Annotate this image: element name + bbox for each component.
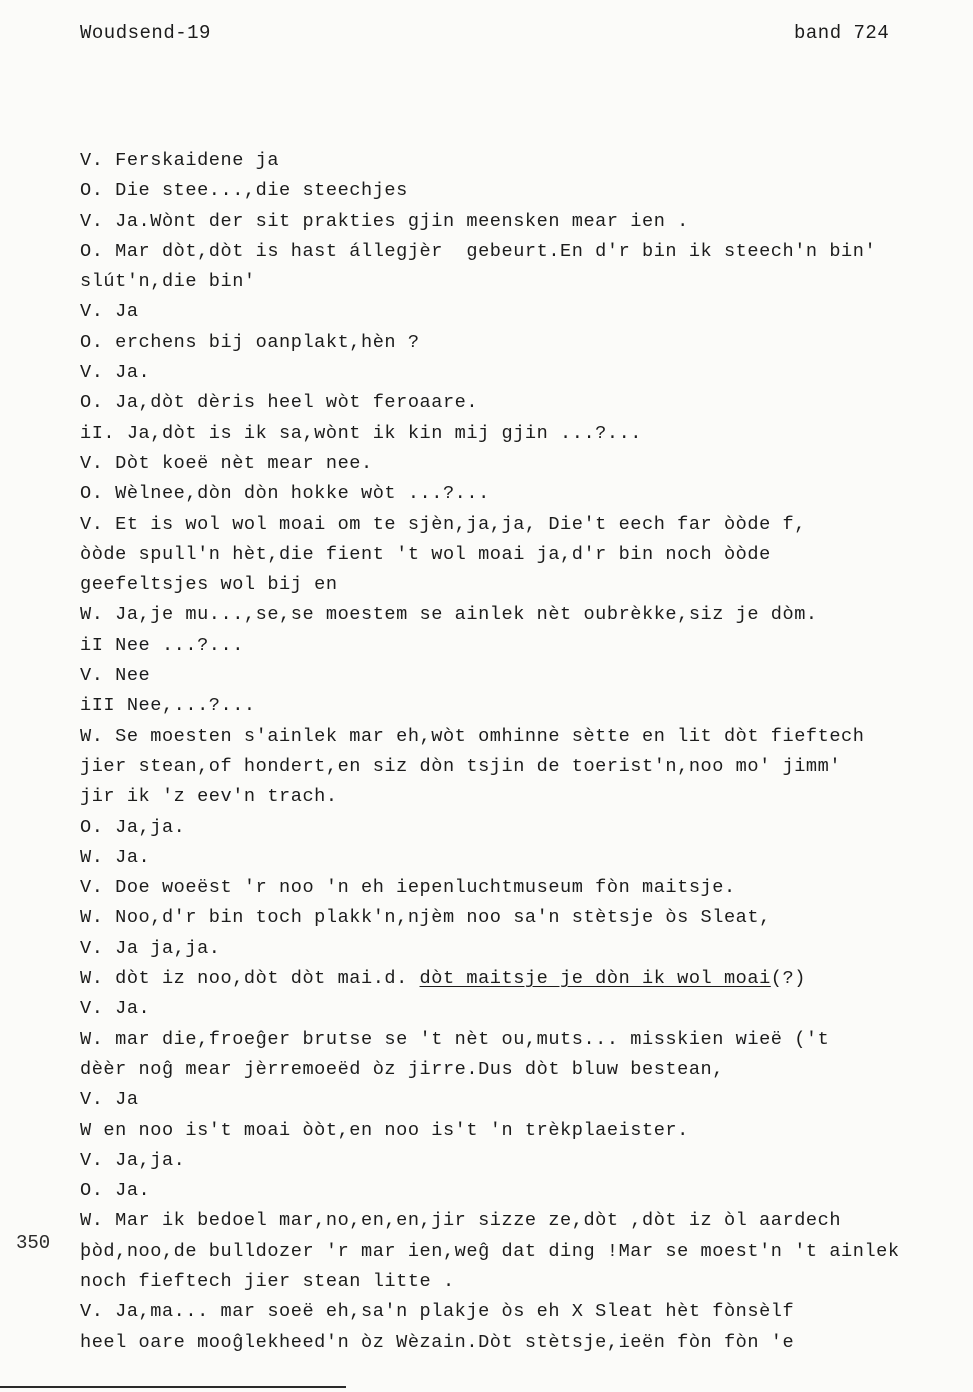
transcript-line <box>80 570 950 600</box>
transcript-body <box>80 146 950 1358</box>
transcript-line <box>80 1116 950 1146</box>
line-text: V. Ja <box>80 301 139 323</box>
line-text: V. Nee <box>80 665 151 687</box>
line-text: W. mar die,froeĝer brutse se 't nèt ou,muts... misskien wieë ('t <box>80 1028 830 1050</box>
line-text: iI Nee ...?... <box>80 634 244 656</box>
transcript-line <box>80 1267 950 1297</box>
line-text: O. erchens bij oanplakt,hèn ? <box>80 331 420 353</box>
line-suffix: (?) <box>770 968 806 990</box>
line-text: V. Ferskaidene ja <box>80 150 280 171</box>
transcript-line <box>80 752 950 782</box>
transcript-line <box>80 1237 950 1267</box>
transcript-line <box>80 510 950 540</box>
transcript-line <box>80 1146 950 1176</box>
line-text: O. Ja,ja. <box>80 816 186 838</box>
footer-rule <box>0 1386 346 1388</box>
line-text: V. Ja,ja. <box>80 1149 186 1171</box>
line-text: slút'n,die bin' <box>80 271 256 293</box>
transcript-line <box>80 540 950 570</box>
line-text: V. Doe woeëst 'r noo 'n eh iepenluchtmuseum fòn maitsje. <box>80 877 736 899</box>
transcript-line <box>80 328 950 358</box>
transcript-line <box>80 176 950 206</box>
transcript-line <box>80 1297 950 1327</box>
line-text: heel oare mooĝlekheed'n òz Wèzain.Dòt stètsje,ieën fòn fòn 'e <box>80 1331 795 1353</box>
underlined-phrase: dòt maitsje je dòn ik wol moai <box>419 968 771 990</box>
transcript-line <box>80 903 950 933</box>
transcript-line <box>80 934 950 964</box>
line-text: W. Se moesten s'ainlek mar eh,wòt omhinne sètte en lit dòt fieftech <box>80 725 865 747</box>
line-text: O. Ja. <box>80 1180 151 1202</box>
transcript-line <box>80 1206 950 1236</box>
transcript-line <box>80 1025 950 1055</box>
line-text: W. dòt iz noo,dòt dòt mai.d. <box>80 968 420 990</box>
line-text: iII Nee,...?... <box>80 695 256 717</box>
transcript-line <box>80 1176 950 1206</box>
transcript-line <box>80 600 950 630</box>
line-text: V. Ja. <box>80 998 151 1020</box>
line-text: W. Ja. <box>80 846 151 868</box>
transcript-line <box>80 358 950 388</box>
line-text: V. Ja,ma... mar soeë eh,sa'n plakje òs eh X Sleat hèt fònsèlf <box>80 1301 795 1323</box>
transcript-line <box>80 1055 950 1085</box>
margin-number: 350 <box>16 1232 51 1254</box>
line-text: noch fieftech jier stean litte . <box>80 1270 455 1292</box>
transcript-line <box>80 843 950 873</box>
line-text: òòde spull'n hèt,die fient 't wol moai ja,d'r bin noch òòde <box>80 543 771 565</box>
transcript-line <box>80 388 950 418</box>
header-location: Woudsend-19 <box>80 22 211 44</box>
transcript-line <box>80 237 950 267</box>
transcript-line <box>80 297 950 327</box>
transcript-line <box>80 449 950 479</box>
line-text: V. Ja ja,ja. <box>80 937 221 959</box>
line-text: O. Wèlnee,dòn dòn hokke wòt ...?... <box>80 483 490 505</box>
transcript-line <box>80 419 950 449</box>
transcript-line <box>80 631 950 661</box>
transcript-line <box>80 1328 950 1358</box>
line-text: O. Die stee...,die steechjes <box>80 180 408 202</box>
line-text: V. Dòt koeë nèt mear nee. <box>80 452 373 474</box>
line-text: V. Ja. <box>80 362 151 384</box>
line-text: V. Ja.Wònt der sit prakties gjin meensken mear ien . <box>80 210 689 232</box>
transcript-line <box>80 964 950 994</box>
line-text: W. Mar ik bedoel mar,no,en,en,jir sizze ze,dòt ,dòt iz òl aardech <box>80 1210 842 1232</box>
transcript-line <box>80 267 950 297</box>
line-text: geefeltsjes wol bij en <box>80 574 338 596</box>
transcript-line <box>80 661 950 691</box>
transcript-line <box>80 873 950 903</box>
line-text: W. Ja,je mu...,se,se moestem se ainlek nèt oubrèkke,siz je dòm. <box>80 604 818 626</box>
line-text: V. Ja <box>80 1089 139 1111</box>
transcript-line <box>80 479 950 509</box>
transcript-line <box>80 722 950 752</box>
transcript-line <box>80 994 950 1024</box>
line-text: jir ik 'z eev'n trach. <box>80 786 338 808</box>
line-text: O. Ja,dòt dèris heel wòt feroaare. <box>80 392 479 414</box>
transcript-line <box>80 1085 950 1115</box>
transcript-line <box>80 207 950 237</box>
line-text: W. Noo,d'r bin toch plakk'n,njèm noo sa'n stètsje òs Sleat, <box>80 907 771 929</box>
transcript-line <box>80 813 950 843</box>
transcript-line <box>80 146 950 176</box>
header-tape-number: band 724 <box>794 22 890 44</box>
line-text: O. Mar dòt,dòt is hast állegjèr gebeurt.En d'r bin ik steech'n bin' <box>80 240 877 262</box>
transcript-line <box>80 782 950 812</box>
line-text: V. Et is wol wol moai om te sjèn,ja,ja, Die't eech far òòde f, <box>80 513 806 535</box>
line-text: dèèr noĝ mear jèrremoeëd òz jirre.Dus dòt bluw bestean, <box>80 1058 724 1080</box>
transcript-line <box>80 691 950 721</box>
line-text: W en noo is't moai òòt,en noo is't 'n trèkplaeister. <box>80 1119 689 1141</box>
line-text: iI. Ja,dòt is ik sa,wònt ik kin mij gjin ...?... <box>80 422 642 444</box>
line-text: jier stean,of hondert,en siz dòn tsjin de toerist'n,noo mo' jimm' <box>80 755 842 777</box>
line-text: þòd,noo,de bulldozer 'r mar ien,weĝ dat ding !Mar se moest'n 't ainlek <box>80 1240 900 1262</box>
